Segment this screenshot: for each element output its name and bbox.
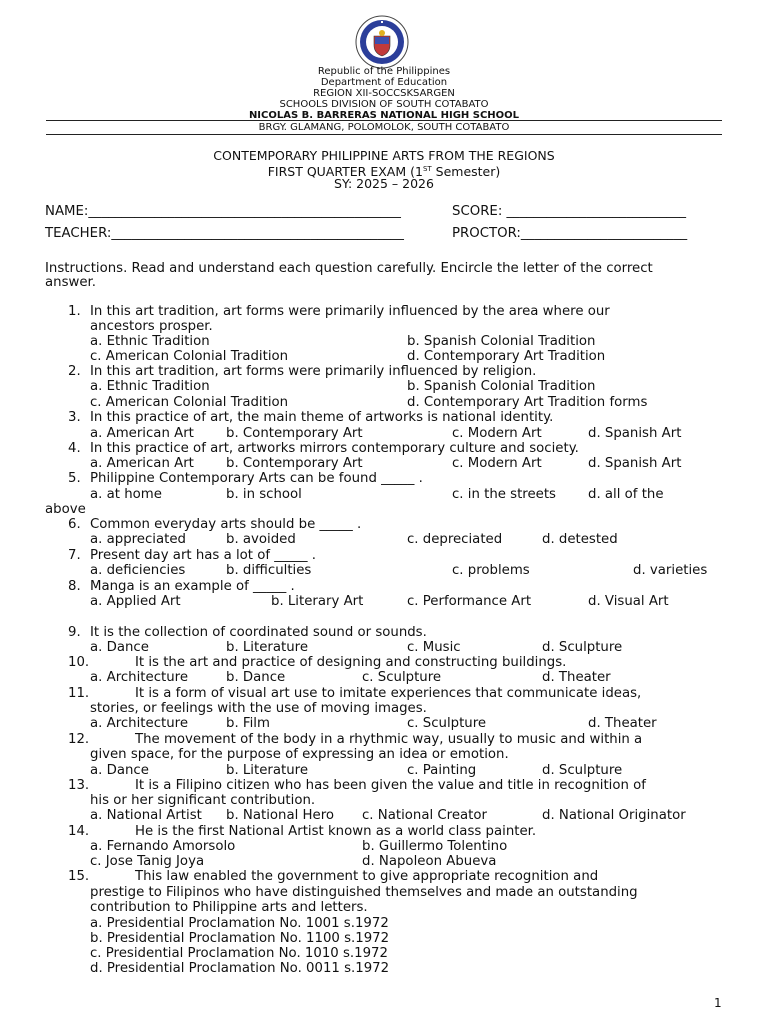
option-a[interactable]: a. Architecture [90, 716, 189, 731]
question-text: He is the first National Artist known as a world class painter. [135, 824, 537, 839]
question-text: prestige to Filipinos who have distinguished themselves and made an outstanding [90, 885, 638, 900]
option-b[interactable]: b. Contemporary Art [226, 456, 363, 471]
question-number: 2. [68, 364, 81, 379]
question-text: Manga is an example of _____ . [90, 579, 295, 594]
question-number: 11. [68, 686, 90, 701]
option-a[interactable]: a. American Art [90, 426, 194, 441]
option-d[interactable]: d. Spanish Art [588, 456, 682, 471]
option-c[interactable]: c. Sculpture [407, 716, 487, 731]
option-b[interactable]: b. Literature [226, 640, 309, 655]
question-number: 3. [68, 410, 81, 425]
option-d[interactable]: d. Visual Art [588, 594, 669, 609]
option-a[interactable]: a. Ethnic Tradition [90, 379, 210, 394]
header-rule-bottom [46, 134, 722, 135]
instructions-line-2: answer. [45, 275, 97, 290]
option-b[interactable]: b. Film [226, 716, 270, 731]
question-text: stories, or feelings with the use of moving images. [90, 701, 427, 716]
option-a[interactable]: a. American Art [90, 456, 194, 471]
option-d[interactable]: d. Spanish Art [588, 426, 682, 441]
question-text: contribution to Philippine arts and letters. [90, 900, 368, 915]
option-c[interactable]: c. Music [407, 640, 461, 655]
option-b[interactable]: b. National Hero [226, 808, 335, 823]
name-field[interactable]: NAME:_______________________________________________ [45, 204, 401, 219]
question-number: 10. [68, 655, 90, 670]
question-text: In this art tradition, art forms were primarily influenced by the area where our [90, 304, 610, 319]
option-d[interactable]: d. Napoleon Abueva [362, 854, 497, 869]
option-c[interactable]: c. Modern Art [452, 456, 542, 471]
option-d[interactable]: d. varieties [633, 563, 708, 578]
header-line-republic: Republic of the Philippines [317, 66, 451, 77]
instructions-line-1: Instructions. Read and understand each question carefully. Encircle the letter of the correct [45, 261, 653, 276]
option-b[interactable]: b. avoided [226, 532, 296, 547]
option-b[interactable]: b. Literature [226, 763, 309, 778]
page-number: 1 [714, 996, 722, 1010]
question-text: It is a form of visual art use to imitate experiences that communicate ideas, [135, 686, 642, 701]
option-b[interactable]: b. in school [226, 487, 302, 502]
option-a[interactable]: a. Dance [90, 763, 149, 778]
question-number: 15. [68, 869, 90, 884]
question-text: In this practice of art, artworks mirrors contemporary culture and society. [90, 441, 579, 456]
question-text: given space, for the purpose of expressing an idea or emotion. [90, 747, 509, 762]
option-b[interactable]: b. Guillermo Tolentino [362, 839, 508, 854]
option-c[interactable]: c. depreciated [407, 532, 503, 547]
teacher-field[interactable]: TEACHER:____________________________________________ [45, 226, 404, 241]
proctor-field[interactable]: PROCTOR:_________________________ [452, 226, 688, 241]
question-number: 14. [68, 824, 90, 839]
question-text: In this practice of art, the main theme of artworks is national identity. [90, 410, 554, 425]
score-field[interactable]: SCORE: ___________________________ [452, 204, 687, 219]
option-c[interactable]: c. American Colonial Tradition [90, 395, 289, 410]
option-c[interactable]: c. National Creator [362, 808, 488, 823]
option-a[interactable]: a. National Artist [90, 808, 202, 823]
option-d[interactable]: d. Theater [542, 670, 611, 685]
question-number: 4. [68, 441, 81, 456]
question-text: Present day art has a lot of _____ . [90, 548, 316, 563]
option-d[interactable]: d. all of the [588, 487, 664, 502]
question-number: 5. [68, 471, 81, 486]
question-number: 9. [68, 625, 81, 640]
option-c[interactable]: c. American Colonial Tradition [90, 349, 289, 364]
header-rule-top [46, 120, 722, 121]
option-a[interactable]: a. deficiencies [90, 563, 186, 578]
option-a[interactable]: a. Dance [90, 640, 149, 655]
question-text: Common everyday arts should be _____ . [90, 517, 362, 532]
option-b[interactable]: b. difficulties [226, 563, 312, 578]
question-text: It is a Filipino citizen who has been given the value and title in recognition of [135, 778, 646, 793]
header-line-deped: Department of Education [320, 77, 448, 88]
question-number: 1. [68, 304, 81, 319]
question-text: The movement of the body in a rhythmic way, usually to music and within a [135, 732, 643, 747]
option-b[interactable]: b. Literary Art [271, 594, 364, 609]
school-year: SY: 2025 – 2026 [334, 176, 434, 191]
option-a[interactable]: a. at home [90, 487, 162, 502]
option-b[interactable]: b. Dance [226, 670, 286, 685]
question-text: It is the collection of coordinated sound or sounds. [90, 625, 427, 640]
option-c[interactable]: c. in the streets [452, 487, 556, 502]
option-a[interactable]: a. Fernando Amorsolo [90, 839, 236, 854]
option-d[interactable]: d. detested [542, 532, 618, 547]
option-a[interactable]: a. Architecture [90, 670, 189, 685]
question-number: 13. [68, 778, 90, 793]
school-name: NICOLAS B. BARRERAS NATIONAL HIGH SCHOOL [248, 110, 520, 121]
option-a[interactable]: a. appreciated [90, 532, 186, 547]
option-b[interactable]: b. Spanish Colonial Tradition [407, 379, 596, 394]
exam-subject-title: CONTEMPORARY PHILIPPINE ARTS FROM THE REGIONS [213, 148, 555, 163]
question-text: It is the art and practice of designing and constructing buildings. [135, 655, 567, 670]
header-line-region: REGION XII-SOCCSKSARGEN [313, 88, 455, 99]
school-address: BRGY. GLAMANG, POLOMOLOK, SOUTH COTABATO [258, 122, 510, 133]
option-a[interactable]: a. Presidential Proclamation No. 1001 s.1972 [90, 916, 389, 931]
question-text: his or her significant contribution. [90, 793, 316, 808]
option-c[interactable]: c. Sculpture [362, 670, 442, 685]
option-d[interactable]: d. Contemporary Art Tradition [407, 349, 606, 364]
option-c[interactable]: c. Performance Art [407, 594, 532, 609]
header-line-division: SCHOOLS DIVISION OF SOUTH COTABATO [279, 99, 489, 110]
question-text: In this art tradition, art forms were primarily influenced by religion. [90, 364, 537, 379]
question-number: 8. [68, 579, 81, 594]
option-c[interactable]: c. Painting [407, 763, 477, 778]
option-d[interactable]: d. Theater [588, 716, 657, 731]
option-a[interactable]: a. Applied Art [90, 594, 181, 609]
option-d-continuation: above [45, 502, 86, 517]
question-number: 12. [68, 732, 90, 747]
question-number: 6. [68, 517, 81, 532]
option-d[interactable]: d. Presidential Proclamation No. 0011 s.1972 [90, 961, 390, 976]
option-c[interactable]: c. Modern Art [452, 426, 542, 441]
option-d[interactable]: d. Sculpture [542, 640, 623, 655]
option-d[interactable]: d. National Originator [542, 808, 686, 823]
question-text: This law enabled the government to give appropriate recognition and [135, 869, 599, 884]
option-b[interactable]: b. Contemporary Art [226, 426, 363, 441]
question-text: ancestors prosper. [90, 319, 213, 334]
exam-quarter-title: FIRST QUARTER EXAM (1ST Semester) [267, 164, 501, 180]
option-d[interactable]: d. Sculpture [542, 763, 623, 778]
option-c[interactable]: c. Jose Tanig Joya [90, 854, 205, 869]
question-number: 7. [68, 548, 81, 563]
question-text: Philippine Contemporary Arts can be found _____ . [90, 471, 423, 486]
option-b[interactable]: b. Presidential Proclamation No. 1100 s.1972 [90, 931, 390, 946]
option-d[interactable]: d. Contemporary Art Tradition forms [407, 395, 648, 410]
option-c[interactable]: c. problems [452, 563, 530, 578]
option-a[interactable]: a. Ethnic Tradition [90, 334, 210, 349]
deped-seal-icon [355, 15, 409, 69]
option-b[interactable]: b. Spanish Colonial Tradition [407, 334, 596, 349]
option-c[interactable]: c. Presidential Proclamation No. 1010 s.1972 [90, 946, 388, 961]
